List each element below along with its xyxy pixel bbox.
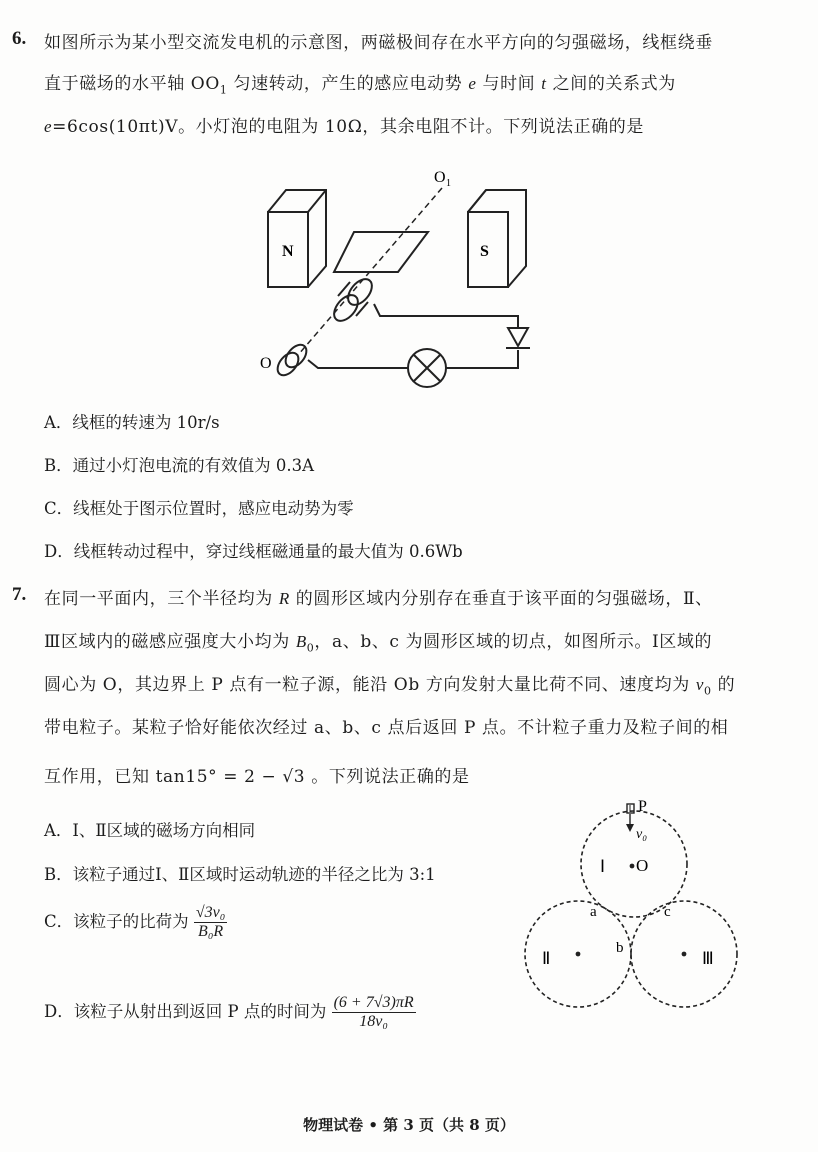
question-6-number: 6.: [12, 28, 27, 49]
q7-var-b0: B: [295, 632, 307, 651]
q7-sub: 0: [703, 684, 712, 698]
q6-option-d: D．线框转动过程中，穿过线框磁通量的最大值为 0.6Wb: [44, 542, 463, 561]
q7-stem-line-5: 互作用，已知 tan15° = 2 − √3 。下列说法正确的是: [44, 767, 470, 787]
q7-text: 圆心为 O，其边界上 P 点有一粒子源，能沿 Ob 方向发射大量比荷不同、速度均为: [44, 675, 696, 695]
q7-option-c: [44, 904, 227, 941]
fraction-d-denominator: 18v₀: [359, 1013, 388, 1030]
diode: [508, 328, 528, 346]
q7-text: 在同一平面内，三个半径均为: [44, 589, 279, 609]
label-n: N: [282, 243, 294, 260]
label-o1-sub: 1: [446, 178, 451, 189]
q7-option-d-text: D．该粒子从射出到返回 P 点的时间为: [44, 1002, 327, 1021]
center-o-dot: [630, 864, 635, 869]
region-1-circle: [581, 811, 687, 917]
label-c: c: [664, 904, 671, 920]
generator-diagram: [250, 160, 580, 400]
label-region-2: Ⅱ: [542, 949, 551, 968]
q6-var-e: e: [44, 117, 53, 136]
q6-text: =6cos(10πt)V。小灯泡的电阻为 10Ω，其余电阻不计。下列说法正确的是: [52, 117, 645, 137]
q6-sub: 1: [219, 83, 228, 97]
center-2-dot: [576, 952, 581, 957]
label-p: P: [638, 798, 647, 815]
q7-text: 的: [711, 675, 736, 695]
q7-option-c-text: C．该粒子的比荷为: [44, 912, 189, 931]
q7-text: 的圆形区域内分别存在垂直于该平面的匀强磁场，Ⅱ、: [289, 589, 713, 609]
rotation-axis: [298, 188, 442, 355]
q6-option-a: A．线框的转速为 10r/s: [44, 413, 220, 432]
label-o: O: [260, 355, 272, 372]
q6-stem-line-2: [44, 69, 676, 96]
q6-text: 直于磁场的水平轴 OO: [44, 74, 220, 94]
q7-stem-line-1: [44, 584, 713, 609]
q7-stem-line-2: [44, 627, 712, 654]
fraction-c-denominator: B₀R: [198, 923, 224, 940]
label-region-1: Ⅰ: [600, 857, 606, 876]
center-3-dot: [682, 952, 687, 957]
q6-text: 与时间: [476, 74, 542, 94]
label-o: O: [636, 856, 649, 875]
label-b: b: [616, 940, 624, 956]
q6-stem-line-1: 如图所示为某小型交流发电机的示意图，两磁极间存在水平方向的匀强磁场，线框绕垂: [44, 33, 713, 53]
fraction-c: [194, 904, 227, 941]
q7-option-d: [44, 994, 416, 1031]
q7-option-b: B．该粒子通过Ⅰ、Ⅱ区域时运动轨迹的半径之比为 3:1: [44, 865, 436, 884]
q7-option-a: A．Ⅰ、Ⅱ区域的磁场方向相同: [44, 821, 256, 840]
label-s: S: [480, 243, 489, 260]
q7-stem-line-3: [44, 670, 735, 697]
q6-text: 匀速转动，产生的感应电动势: [227, 74, 469, 94]
fraction-d: [332, 994, 416, 1031]
q6-stem-line-3: [44, 112, 644, 137]
label-a: a: [590, 904, 597, 920]
q6-var-t: t: [541, 74, 547, 93]
velocity-arrow: [626, 824, 634, 832]
q7-text: Ⅲ区域内的磁感应强度大小均为: [44, 632, 296, 652]
label-region-3: Ⅲ: [702, 949, 714, 968]
question-7-number: 7.: [12, 584, 27, 605]
q7-var-v0: v: [695, 675, 704, 694]
q6-var-e: e: [468, 74, 477, 93]
q6-text: 之间的关系式为: [546, 74, 676, 94]
page-footer: 物理试卷 • 第 3 页（共 8 页）: [303, 1116, 515, 1134]
q6-option-b: B．通过小灯泡电流的有效值为 0.3A: [44, 456, 315, 475]
coil-frame: [334, 232, 428, 272]
q7-text: ，a、b、c 为圆形区域的切点，如图所示。Ⅰ区域的: [314, 632, 713, 652]
fraction-c-numerator: √3v₀: [195, 904, 226, 921]
q7-sub: 0: [306, 641, 315, 655]
q7-stem-line-4: 带电粒子。某粒子恰好能依次经过 a、b、c 点后返回 P 点。不计粒子重力及粒子间的相: [44, 718, 729, 738]
label-o1: O: [434, 169, 446, 186]
q7-var-r: R: [278, 589, 290, 608]
q6-option-c: C．线框处于图示位置时，感应电动势为零: [44, 499, 354, 518]
three-circles-diagram: [516, 796, 756, 1016]
label-v0: v₀: [636, 827, 648, 842]
fraction-d-numerator: (6 + 7√3)πR: [333, 994, 414, 1011]
